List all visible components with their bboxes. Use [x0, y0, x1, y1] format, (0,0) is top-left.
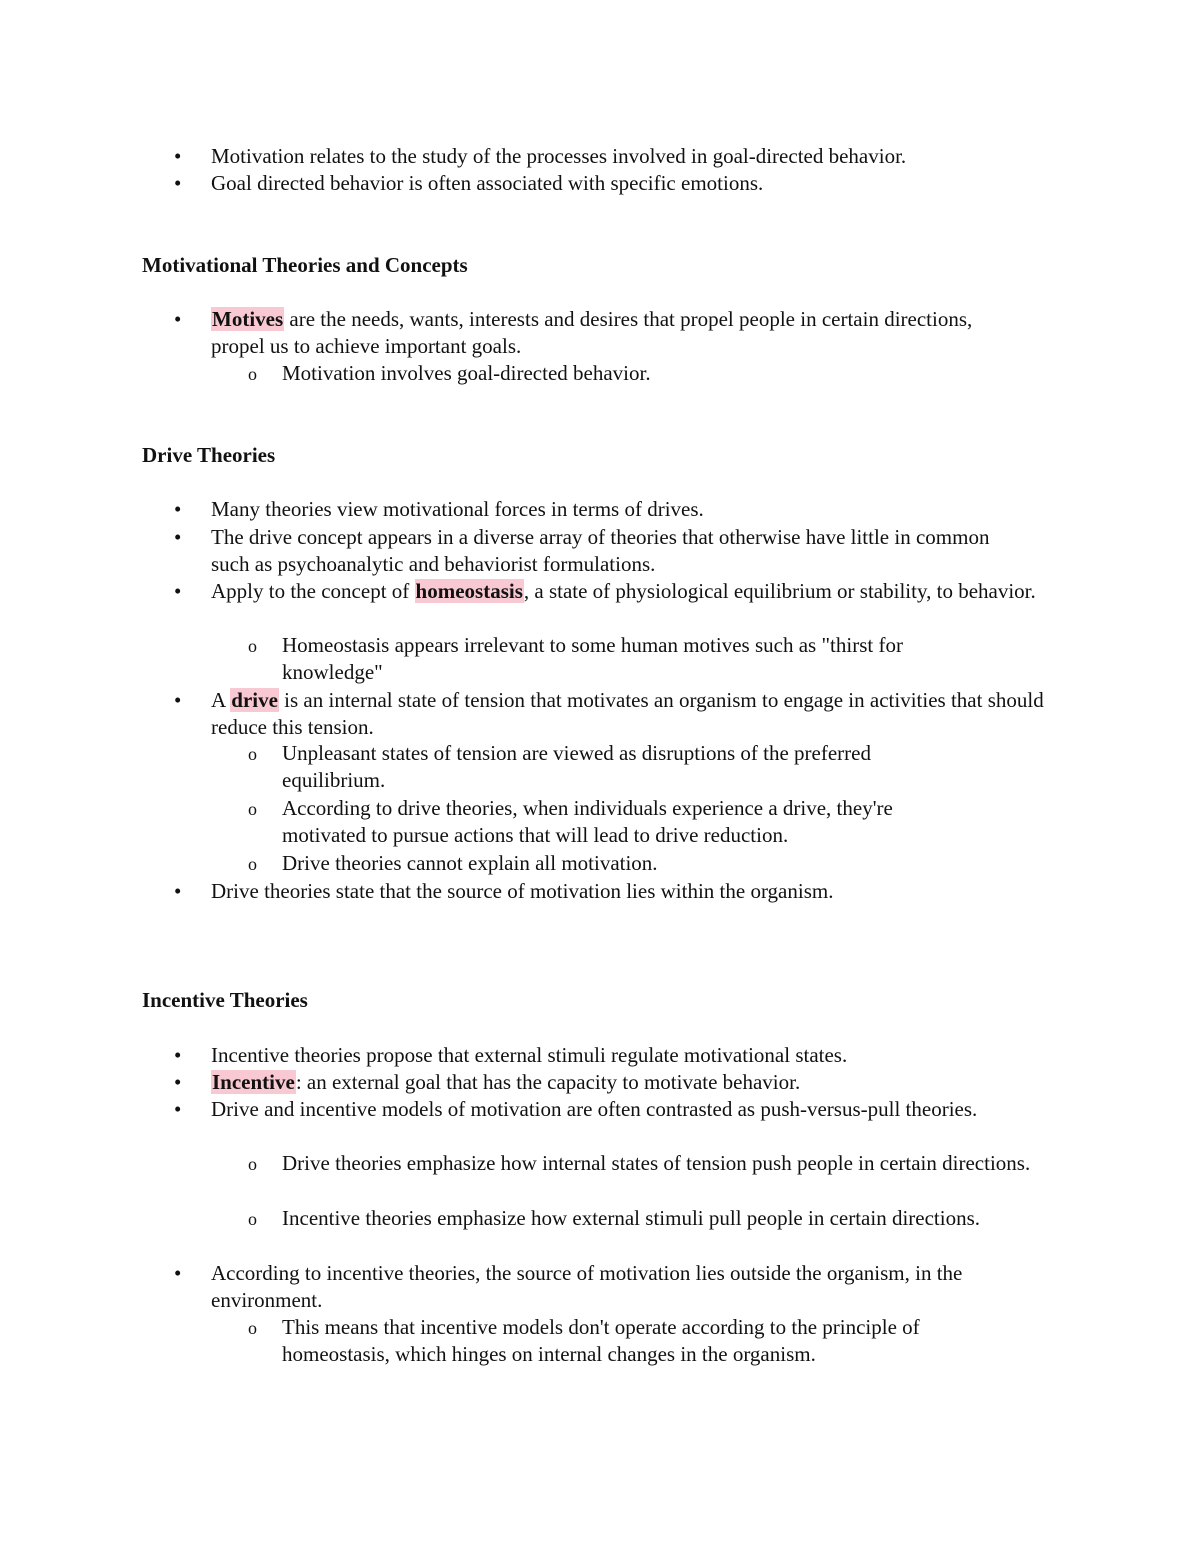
list-item: Incentive theories propose that external stimuli regulate motivational states.: [211, 1043, 848, 1067]
bullet-marker: •: [174, 1043, 182, 1067]
sub-bullet-marker: o: [248, 854, 257, 874]
bullet-marker: •: [174, 1261, 182, 1285]
list-item: Motivation relates to the study of the processes involved in goal-directed behavior.: [211, 144, 907, 168]
bullet-marker: •: [174, 688, 182, 712]
sub-list-item: Motivation involves goal-directed behavior.: [282, 361, 651, 385]
sub-bullet-marker: o: [248, 364, 257, 384]
sub-bullet-marker: o: [248, 799, 257, 819]
list-item-text: are the needs, wants, interests and desires that propel people in certain directions, propel us to achieve important goals.: [211, 307, 973, 358]
bullet-marker: •: [174, 307, 182, 331]
list-item-text: : an external goal that has the capacity to motivate behavior.: [295, 1070, 801, 1094]
list-item: Goal directed behavior is often associated with specific emotions.: [211, 171, 764, 195]
bullet-marker: •: [174, 1097, 182, 1121]
list-item-text: Apply to the concept of: [211, 579, 415, 603]
bullet-marker: •: [174, 1070, 182, 1094]
list-item-text: is an internal state of tension that motivates an organism to engage in activities that should reduce this tension.: [211, 688, 1044, 739]
bullet-marker: •: [174, 497, 182, 521]
list-item: Drive and incentive models of motivation are often contrasted as push-versus-pull theories.: [211, 1097, 978, 1121]
highlighted-term: homeostasis: [415, 579, 523, 603]
bullet-marker: •: [174, 171, 182, 195]
highlighted-term: drive: [231, 688, 278, 712]
bullet-marker: •: [174, 879, 182, 903]
sub-bullet-marker: o: [248, 1318, 257, 1338]
sub-list-item: According to drive theories, when individuals experience a drive, they're motivated to pursue actions that will lead to drive reduction.: [282, 796, 893, 847]
sub-bullet-marker: o: [248, 636, 257, 656]
sub-list-item: Drive theories emphasize how internal states of tension push people in certain directions.: [282, 1151, 1031, 1175]
sub-list-item: Drive theories cannot explain all motivation.: [282, 851, 658, 875]
section-heading-drive: Drive Theories: [142, 443, 276, 467]
bullet-marker: •: [174, 579, 182, 603]
highlighted-term: Motives: [212, 307, 284, 331]
bullet-marker: •: [174, 144, 182, 168]
section-heading-motivational: Motivational Theories and Concepts: [142, 253, 468, 277]
list-item: The drive concept appears in a diverse array of theories that otherwise have little in common such as psychoanalytic and behaviorist formulations.: [211, 525, 990, 576]
list-item: [211, 306, 981, 360]
sub-list-item: Unpleasant states of tension are viewed as disruptions of the preferred equilibrium.: [282, 741, 871, 792]
list-item: Drive theories state that the source of motivation lies within the organism.: [211, 879, 834, 903]
list-item-text: , a state of physiological equilibrium or stability, to behavior.: [523, 579, 1036, 603]
list-item-text: A: [211, 688, 231, 712]
sub-list-item: Incentive theories emphasize how external stimuli pull people in certain directions.: [282, 1206, 981, 1230]
sub-bullet-marker: o: [248, 744, 257, 764]
list-item: [211, 1069, 1081, 1096]
list-item: [211, 578, 1061, 605]
sub-list-item: This means that incentive models don't operate according to the principle of homeostasis, which hinges on internal changes in the organism.: [282, 1315, 920, 1366]
section-heading-incentive: Incentive Theories: [142, 988, 308, 1012]
highlighted-term: Incentive: [212, 1070, 295, 1094]
sub-bullet-marker: o: [248, 1154, 257, 1174]
list-item: [211, 687, 1051, 741]
sub-list-item: Homeostasis appears irrelevant to some human motives such as "thirst for knowledge": [282, 633, 903, 684]
list-item: According to incentive theories, the source of motivation lies outside the organism, in the environment.: [211, 1261, 963, 1312]
list-item: Many theories view motivational forces in terms of drives.: [211, 497, 704, 521]
bullet-marker: •: [174, 525, 182, 549]
sub-bullet-marker: o: [248, 1209, 257, 1229]
